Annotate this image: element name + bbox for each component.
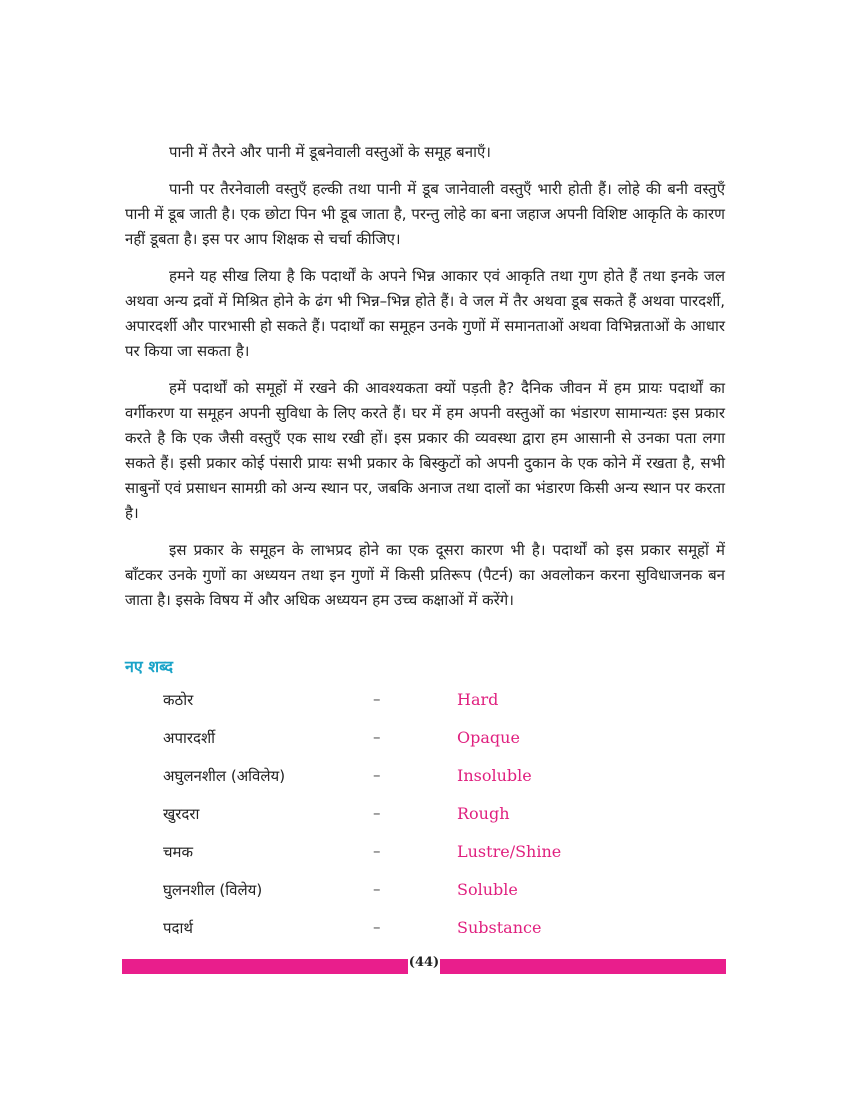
vocabulary-meaning: Hard <box>457 690 499 709</box>
vocabulary-row <box>125 802 725 840</box>
vocabulary-dash: – <box>373 690 381 708</box>
vocabulary-dash: – <box>373 728 381 746</box>
vocabulary-term: घुलनशील (विलेय) <box>163 881 263 899</box>
vocabulary-row <box>125 840 725 878</box>
vocabulary-term: कठोर <box>163 691 194 709</box>
vocabulary-dash: – <box>373 918 381 936</box>
vocabulary-row <box>125 764 725 802</box>
paragraph-intro: पानी में तैरने और पानी में डूबनेवाली वस्तुओं के समूह बनाएँ। <box>169 143 491 161</box>
page-content <box>125 140 725 625</box>
vocabulary-term: पदार्थ <box>163 919 193 937</box>
page-number: (44) <box>408 955 440 970</box>
vocabulary-row <box>125 878 725 916</box>
vocabulary-row <box>125 916 725 954</box>
vocabulary-dash: – <box>373 880 381 898</box>
vocabulary-meaning: Rough <box>457 804 510 823</box>
page-footer <box>122 955 726 975</box>
paragraph-properties: हमने यह सीख लिया है कि पदार्थों के अपने भिन्न आकार एवं आकृति तथा गुण होते हैं तथा इनके जल अथवा अन्य द्रवों में मिश्रित होने के ढंग भी भिन्न–भिन्न होते हैं। वे जल में तैर अथवा डूब सकते हैं अथवा पारदर्शी, अपारदर्शी और पारभासी हो सकते हैं। पदार्थों का समूहन उनके गुणों में समानताओं अथवा विभिन्नताओं के आधार पर किया जा सकता है। <box>125 267 725 360</box>
vocabulary-meaning: Soluble <box>457 880 518 899</box>
vocabulary-term: अपारदर्शी <box>163 729 216 747</box>
vocabulary-meaning: Substance <box>457 918 542 937</box>
section-title: नए शब्द <box>125 657 174 676</box>
paragraph-grouping-benefit: इस प्रकार के समूहन के लाभप्रद होने का एक दूसरा कारण भी है। पदार्थों को इस प्रकार समूहों में बाँटकर उनके गुणों का अध्ययन तथा इन गुणों में किसी प्रतिरूप (पैटर्न) का अवलोकन करना सुविधाजनक बन जाता है। इसके विषय में और अधिक अध्ययन हम उच्च कक्षाओं में करेंगे। <box>125 541 725 609</box>
paragraph-floating: पानी पर तैरनेवाली वस्तुएँ हल्की तथा पानी में डूब जानेवाली वस्तुएँ भारी होती हैं। लोहे की बनी वस्तुएँ पानी में डूब जाती है। एक छोटा पिन भी डूब जाता है, परन्तु लोहे का बना जहाज अपनी विशिष्ट आकृति के कारण नहीं डूबता है। इस पर आप शिक्षक से चर्चा कीजिए। <box>125 180 725 248</box>
vocabulary-term: चमक <box>163 843 194 861</box>
vocabulary-row <box>125 726 725 764</box>
vocabulary-row <box>125 688 725 726</box>
vocabulary-meaning: Lustre/Shine <box>457 842 562 861</box>
footer-bar-right <box>440 959 726 974</box>
vocabulary-list <box>125 688 725 954</box>
paragraph-grouping-need: हमें पदार्थों को समूहों में रखने की आवश्यकता क्यों पड़ती है? दैनिक जीवन में हम प्रायः पदार्थों का वर्गीकरण या समूहन अपनी सुविधा के लिए करते हैं। घर में हम अपनी वस्तुओं का भंडारण सामान्यतः इस प्रकार करते है कि एक जैसी वस्तुएँ एक साथ रखी हों। इस प्रकार की व्यवस्था द्वारा हम आसानी से उनका पता लगा सकते हैं। इसी प्रकार कोई पंसारी प्रायः सभी प्रकार के बिस्कुटों को अपनी दुकान के एक कोने में रखता है, सभी साबुनों एवं प्रसाधन सामग्री को अन्य स्थान पर, जबकि अनाज तथा दालों का भंडारण किसी अन्य स्थान पर करता है। <box>125 379 725 522</box>
vocabulary-dash: – <box>373 842 381 860</box>
vocabulary-dash: – <box>373 766 381 784</box>
vocabulary-term: खुरदरा <box>163 805 200 823</box>
footer-bar-left <box>122 959 408 974</box>
vocabulary-meaning: Insoluble <box>457 766 532 785</box>
vocabulary-term: अघुलनशील (अविलेय) <box>163 767 286 785</box>
vocabulary-meaning: Opaque <box>457 728 520 747</box>
vocabulary-dash: – <box>373 804 381 822</box>
